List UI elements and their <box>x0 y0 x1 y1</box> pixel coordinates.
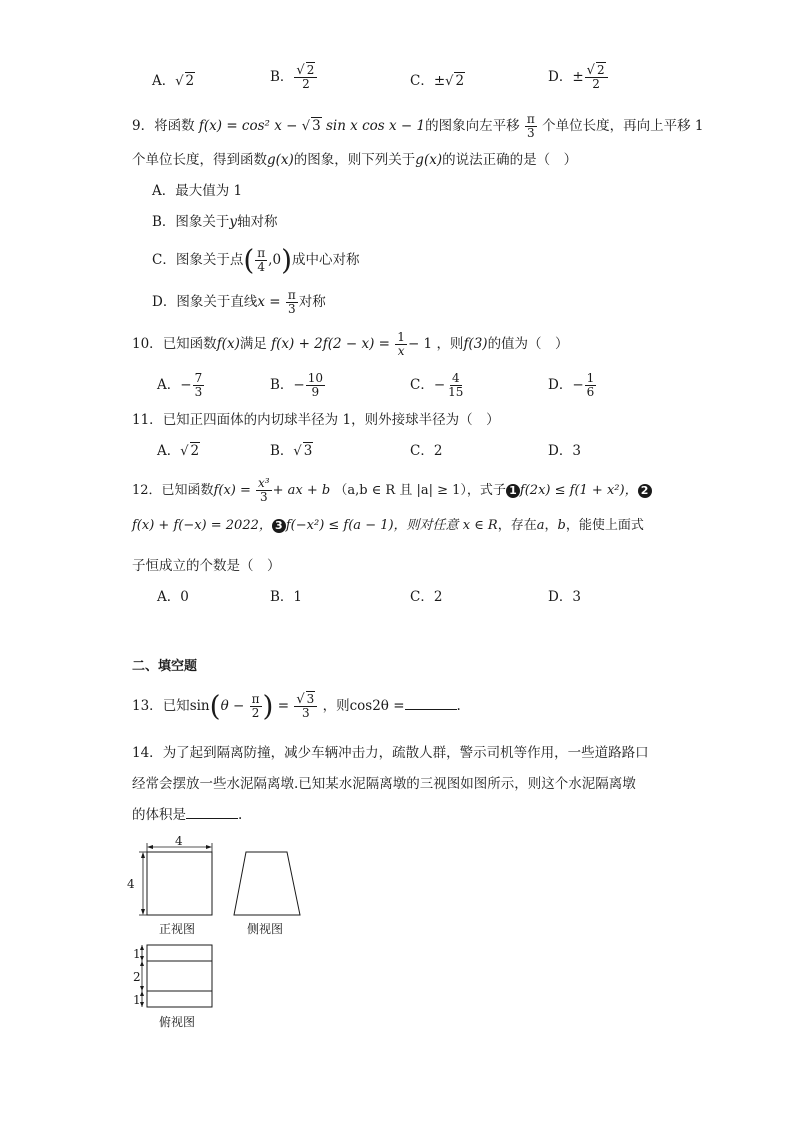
q12-stem-line3: 子恒成立的个数是（ ） <box>132 558 281 574</box>
q14-stem-line2: 经常会摆放一些水泥隔离墩.已知某水泥隔离墩的三视图如图所示，则这个水泥隔离墩 <box>132 776 636 792</box>
q9-option-c: C．图象关于点( $\frac{\pi}{4}$ ,0)成中心对称 <box>152 243 360 277</box>
front-width-label: 4 <box>175 835 183 848</box>
q11-option-c: C．2 <box>410 443 443 459</box>
q10-stem: 10．已知函数f(x)满足 f(x) + 2f(2 − x) = $\frac{1}{x}$ − 1 ，则f(3)的值为（ ） <box>132 330 569 358</box>
q8-option-b: B． $\frac{√ 2}{2}$ <box>270 64 318 91</box>
top-view-caption: 俯视图 <box>159 1015 196 1029</box>
side-view <box>234 852 300 915</box>
q13-answer-blank[interactable] <box>405 697 457 710</box>
q9-option-a: A．最大值为 1 <box>152 183 243 199</box>
front-height-label: 4 <box>127 877 135 891</box>
q10-option-d: D．− $\frac{1}{6}$ <box>548 371 595 399</box>
top-dim-2-label: 2 <box>133 970 141 984</box>
q10-option-a: A．− $\frac{7}{3}$ <box>157 371 203 399</box>
q9-stem-line2: 个单位长度，得到函数g(x)的图象，则下列关于g(x)的说法正确的是（ ） <box>132 152 578 168</box>
q9-option-d: D．图象关于直线x = $\frac{\pi}{3}$ 对称 <box>152 288 326 316</box>
q9-option-b: B．图象关于y轴对称 <box>152 214 278 230</box>
q8-option-d: D．± $\frac{√ 2}{2}$ <box>548 64 609 91</box>
q14-stem-line3: 的体积是 . <box>132 807 243 823</box>
q12-option-a: A．0 <box>157 589 189 605</box>
q13-stem: 13．已知sin(θ − $\frac{\pi}{2}$ ) = $\frac{√ 3}{3}$ ，则cos2θ = . <box>132 689 461 723</box>
side-view-caption: 侧视图 <box>247 922 284 936</box>
q10-option-b: B．− $\frac{10}{9}$ <box>270 371 324 399</box>
q11-option-d: D．3 <box>548 443 581 459</box>
top-dim-1-label: 1 <box>133 947 141 961</box>
q8-option-c: C．±√ 2 <box>410 73 465 89</box>
front-view <box>127 835 212 915</box>
q12-option-b: B．1 <box>270 589 303 605</box>
q9-stem-line1: 9．将函数 f(x) = cos² x − √ 3 sin x cos x − 1的图象向左平移 $\frac{\pi}{3}$ 个单位长度，再向上平移 1 <box>132 112 704 140</box>
q12-stem-line1: 12．已知函数f(x) = $\frac{\text{x³}}{3}$ + ax + b （a,b ∈ R 且 |a| ≥ 1），式子 1 f(2x) ≤ f(1 + x²)， 2 <box>132 477 652 504</box>
three-view-figure <box>125 835 315 1035</box>
q12-stem-line2: f(x) + f(−x) = 2022， 3 f(−x²) ≤ f(a − 1)，则对任意 x ∈ R，存在a，b，能使上面式 <box>132 518 644 533</box>
section-heading: 二、填空题 <box>132 659 198 674</box>
q8-option-a: A．√ 2 <box>152 73 195 89</box>
q14-stem-line1: 14．为了起到隔离防撞，减少车辆冲击力，疏散人群，警示司机等作用，一些道路路口 <box>132 745 649 761</box>
q11-option-a: A．√ 2 <box>157 443 200 459</box>
q11-option-b: B．√ 3 <box>270 443 313 459</box>
q12-option-c: C．2 <box>410 589 443 605</box>
q11-stem: 11．已知正四面体的内切球半径为 1，则外接球半径为（ ） <box>132 412 500 428</box>
q12-option-d: D．3 <box>548 589 581 605</box>
front-view-caption: 正视图 <box>159 922 196 936</box>
q14-answer-blank[interactable] <box>186 806 238 819</box>
top-view <box>133 945 212 1007</box>
top-dim-3-label: 1 <box>133 993 141 1007</box>
q10-option-c: C．− $\frac{4}{15}$ <box>410 371 464 399</box>
